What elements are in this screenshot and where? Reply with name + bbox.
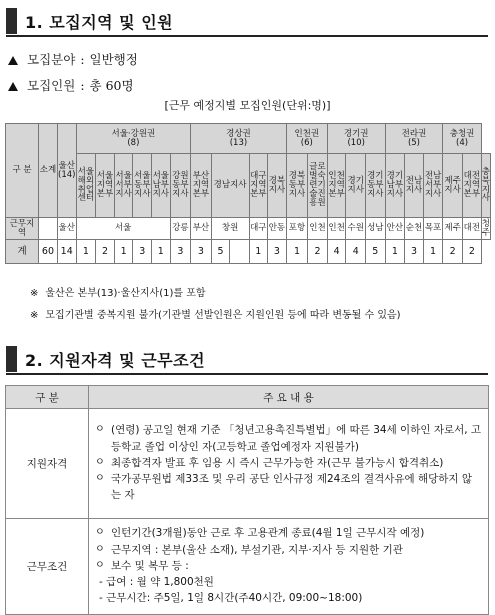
group-chungcheong: 충청권 (4): [443, 124, 481, 154]
table-cell: 대전: [462, 218, 481, 240]
col-header: 대전지역본부: [462, 154, 481, 218]
table-cell: 강릉: [170, 218, 191, 240]
table-cell: 5: [366, 240, 386, 264]
table-cell: 울산: [57, 218, 76, 240]
group-jeolla: 전라권 (5): [385, 124, 443, 154]
list-item: ㅇ 최종합격자 발표 후 임용 시 즉시 근무가능한 자(근무 불가능시 합격취소): [95, 456, 444, 469]
section-underline: [6, 373, 488, 375]
table-cell: [39, 218, 58, 240]
table-cell: 안동: [268, 218, 287, 240]
col-header: 강원동부지사: [170, 154, 191, 218]
table-cell: 2: [308, 240, 328, 264]
note-2: ※ 모집기관별 중복지원 불가(기관별 선발인원은 지원인원 등에 따라 변동될 수 있음): [30, 310, 401, 321]
table-cell: 안산: [385, 218, 405, 240]
list-item: ㅇ 인턴기간(3개월)동안 근로 후 고용관계 종료(4월 1일 근무시작 예정): [95, 527, 425, 540]
section-underline: [6, 35, 488, 37]
table-cell: 3: [191, 240, 212, 264]
table-cell: 창원: [211, 218, 249, 240]
table-cell: 순천: [405, 218, 424, 240]
conditions-table: [5, 385, 489, 615]
col-header: 경북동부지사: [286, 154, 308, 218]
triangle-bullet-icon: [8, 56, 18, 65]
work-content: [89, 519, 489, 615]
col-header: 제주지사: [443, 154, 463, 218]
table-cell: [230, 240, 249, 264]
col-header: 전남서부지사: [423, 154, 443, 218]
table-cell: 포항: [286, 218, 308, 240]
col-header: 경기남부지사: [385, 154, 405, 218]
list-item: ㅇ 보수 및 복무 등 :: [95, 559, 189, 572]
table-cell: 1: [286, 240, 308, 264]
table-row-work: [6, 519, 489, 615]
table-cell: 부산: [191, 218, 212, 240]
list-item: ㅇ 근무지역 : 본부(울산 소재), 부설기관, 지부·지사 등 지원한 기관: [95, 543, 403, 556]
table-cell: 3: [405, 240, 424, 264]
table-cell: 3: [170, 240, 191, 264]
row-label-count: 계: [6, 240, 39, 264]
sub-item: - 급여 : 월 약 1,800천원: [99, 576, 214, 589]
list-item: ㅇ 국가공무원법 제33조 및 우리 공단 인사규정 제24조의 결격사유에 해당하지 않는 자: [95, 473, 473, 502]
header-ulsan: 울산(14): [57, 124, 76, 218]
col-header: 인천지역본부: [327, 154, 346, 218]
col-header: 부산지역본부: [191, 154, 212, 218]
qualification-label: 지원자격: [6, 409, 89, 519]
sub-item: - 근무시간: 주5일, 1일 8시간(주40시간, 09:00~18:00): [99, 592, 363, 605]
table-row-area: [6, 218, 491, 240]
section-2-title: 2. 지원자격 및 근무조건: [25, 351, 206, 370]
col-header: 서울동부지사: [133, 154, 152, 218]
col-header: 서울서부지사: [114, 154, 133, 218]
table-cell: 1: [385, 240, 405, 264]
qualification-content: [89, 409, 489, 519]
col-header: 서울남부지사: [152, 154, 171, 218]
table-row-count: [6, 240, 491, 264]
table-cell: 1: [249, 240, 268, 264]
table-cell: 3: [133, 240, 152, 264]
field-recruit-area: 모집분야 : 일반행정: [8, 50, 138, 68]
col-header: 서울해외취업센터: [76, 154, 96, 218]
table-cell: 5: [211, 240, 230, 264]
table-cell: 60: [39, 240, 58, 264]
section-1-title: 1. 모집지역 및 인원: [25, 13, 174, 32]
field-recruit-count: 모집인원 : 총 60명: [8, 76, 134, 94]
table-cell: 제주: [443, 218, 463, 240]
table-row-qualification: [6, 409, 489, 519]
header-content: 주 요 내 용: [89, 386, 489, 409]
col-header: 대구지역본부: [249, 154, 268, 218]
col-header: 경북지사: [268, 154, 287, 218]
group-gyeongsang: 경상권 (13): [191, 124, 287, 154]
col-header: 경기동부지사: [366, 154, 386, 218]
col-header: 충북지사: [481, 154, 490, 218]
header-gubun: 구 분: [6, 124, 39, 218]
section-marker: [6, 8, 17, 34]
col-header: 경남지사: [211, 154, 249, 218]
table-cell: 인천: [327, 218, 346, 240]
col-header: 경기지사: [346, 154, 366, 218]
table-cell: 14: [57, 240, 76, 264]
col-header: 서울지역본부: [96, 154, 115, 218]
header-total: 소계: [39, 124, 58, 218]
table-cell: 4: [346, 240, 366, 264]
table-caption: [근무 예정지별 모집인원(단위:명)]: [164, 99, 331, 112]
table-cell: 1: [76, 240, 96, 264]
table-cell: 2: [462, 240, 481, 264]
table-cell: 1: [114, 240, 133, 264]
work-label: 근무조건: [6, 519, 89, 615]
table-cell: 목포: [423, 218, 443, 240]
table-cell: 청주: [481, 218, 490, 238]
col-header: 글로벌숙련기술진흥원: [308, 154, 328, 218]
group-incheon: 인천권 (6): [286, 124, 327, 154]
note-1: ※ 울산은 본부(13)·울산지사(1)를 포함: [30, 288, 206, 299]
table-cell: 성남: [366, 218, 386, 240]
table-cell: 2: [96, 240, 115, 264]
row-label-area: 근무지역: [6, 218, 39, 240]
section-2-header: [6, 346, 488, 372]
table-cell: 인천: [308, 218, 328, 240]
table-cell: 4: [327, 240, 346, 264]
triangle-bullet-icon: [8, 82, 18, 91]
header-gubun: 구 분: [6, 386, 89, 409]
table-cell: 대구: [249, 218, 268, 240]
group-seoul-gangwon: 서울·강원권 (8): [76, 124, 191, 154]
region-table: [5, 123, 491, 264]
table-cell: 서울: [76, 218, 170, 240]
table-cell: 2: [443, 240, 463, 264]
table-cell: 1: [152, 240, 171, 264]
table-cell: 3: [268, 240, 287, 264]
col-header: 전남지사: [405, 154, 424, 218]
section-1-header: [6, 8, 488, 34]
table-cell: 1: [423, 240, 443, 264]
group-gyeonggi: 경기권 (10): [327, 124, 385, 154]
list-item: ㅇ (연령) 공고일 현재 기준 「청년고용촉진특별법」에 따른 34세 이하인 자로서, 고등학교 졸업 이상인 자(고등학교 졸업예정자 지원불가): [95, 424, 482, 453]
section-marker: [6, 346, 17, 372]
table-cell: 수원: [346, 218, 366, 240]
